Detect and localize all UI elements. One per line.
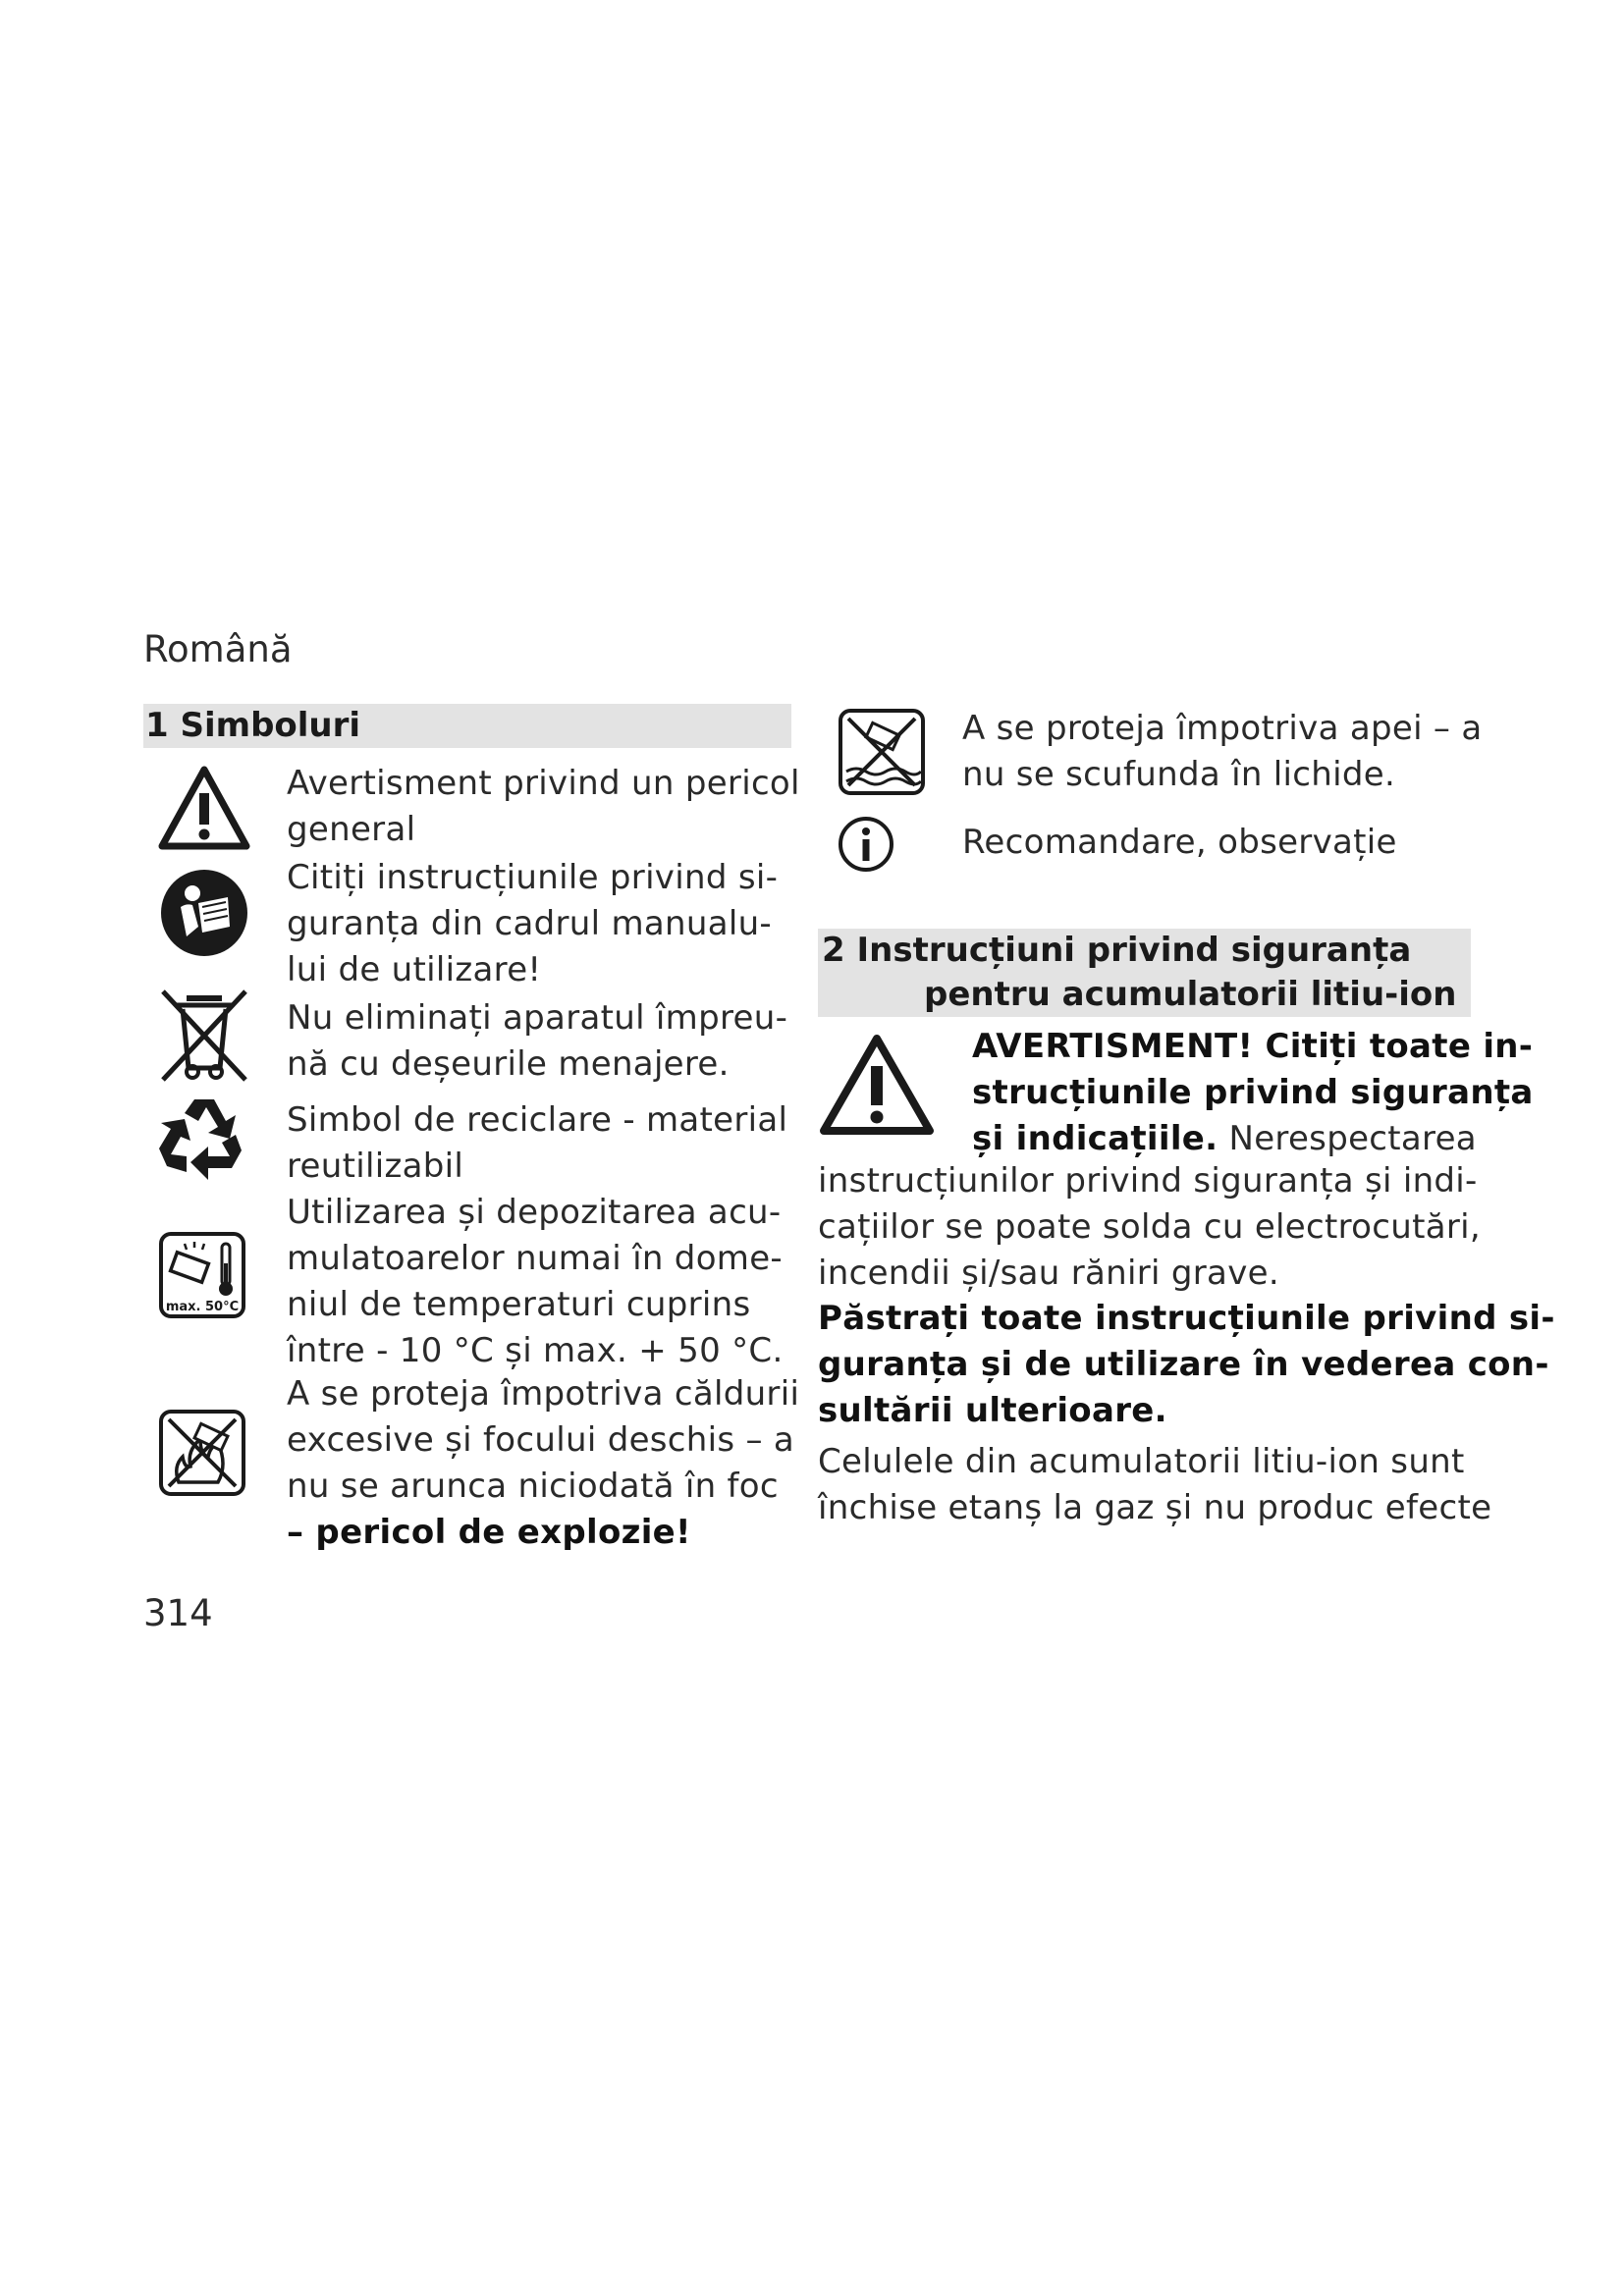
language-label: Română <box>143 628 293 670</box>
crossed-bin-icon <box>157 986 251 1084</box>
no-water-icon <box>837 707 927 797</box>
explosion-warning-text: – pericol de explozie! <box>287 1513 691 1552</box>
section-heading-line1: 2 Instrucțiuni privind siguranța <box>822 931 1412 970</box>
no-fire-icon <box>157 1408 247 1498</box>
symbol-text-disposal: Nu eliminați aparatul împreu- nă cu deșeurile menajere. <box>287 998 788 1084</box>
warning-heading-text: AVERTISMENT! Citiți toate in- strucțiunile privind siguranța și indicațiile. Nerespectarea <box>972 1027 1534 1158</box>
cells-description-text: Celulele din acumulatorii litiu-ion sunt închise etanș la gaz și nu produc efecte <box>818 1442 1492 1527</box>
recycle-icon <box>157 1092 251 1186</box>
warning-body-text: instrucțiunilor privind siguranța și indi- cațiilor se poate solda cu electrocutări, incendii și/sau răniri grave. <box>818 1161 1482 1293</box>
symbol-text-temperature: Utilizarea și depozitarea acu- mulatoarelor numai în dome- niul de temperaturi cuprins între - 10 °C și max. + 50 °C. <box>287 1193 784 1370</box>
section-heading-line2: pentru acumulatorii litiu-ion <box>924 975 1457 1014</box>
keep-instructions-text: Păstrați toate instrucțiunile privind si- guranța și de utilizare în vederea con- sultării ulterioare. <box>818 1299 1555 1430</box>
temperature-icon-label: max. 50°C <box>165 1300 240 1314</box>
symbol-text-recycling: Simbol de reciclare - material reutilizabil <box>287 1100 788 1186</box>
section-heading-symbols: 1 Simboluri <box>143 704 791 748</box>
symbol-text-water: A se proteja împotriva apei – a nu se scufunda în lichide. <box>962 709 1483 794</box>
warning-triangle-icon <box>157 764 251 852</box>
symbol-text-fire: A se proteja împotriva căldurii excesive și focului deschis – a nu se arunca niciodată în foc – pericol de explozie! <box>287 1374 800 1552</box>
symbol-text-read-manual: Citiți instrucțiunile privind si- guranța din cadrul manualu- lui de utilizare! <box>287 858 779 989</box>
temperature-range-icon <box>157 1230 247 1320</box>
symbol-text-general-hazard: Avertisment privind un pericol general <box>287 764 800 849</box>
warning-triangle-icon <box>818 1033 936 1139</box>
info-icon <box>837 815 895 874</box>
page-number: 314 <box>143 1592 213 1634</box>
symbol-text-info: Recomandare, observație <box>962 823 1397 862</box>
read-manual-icon <box>159 868 249 958</box>
section-heading-safety <box>818 929 1471 1017</box>
